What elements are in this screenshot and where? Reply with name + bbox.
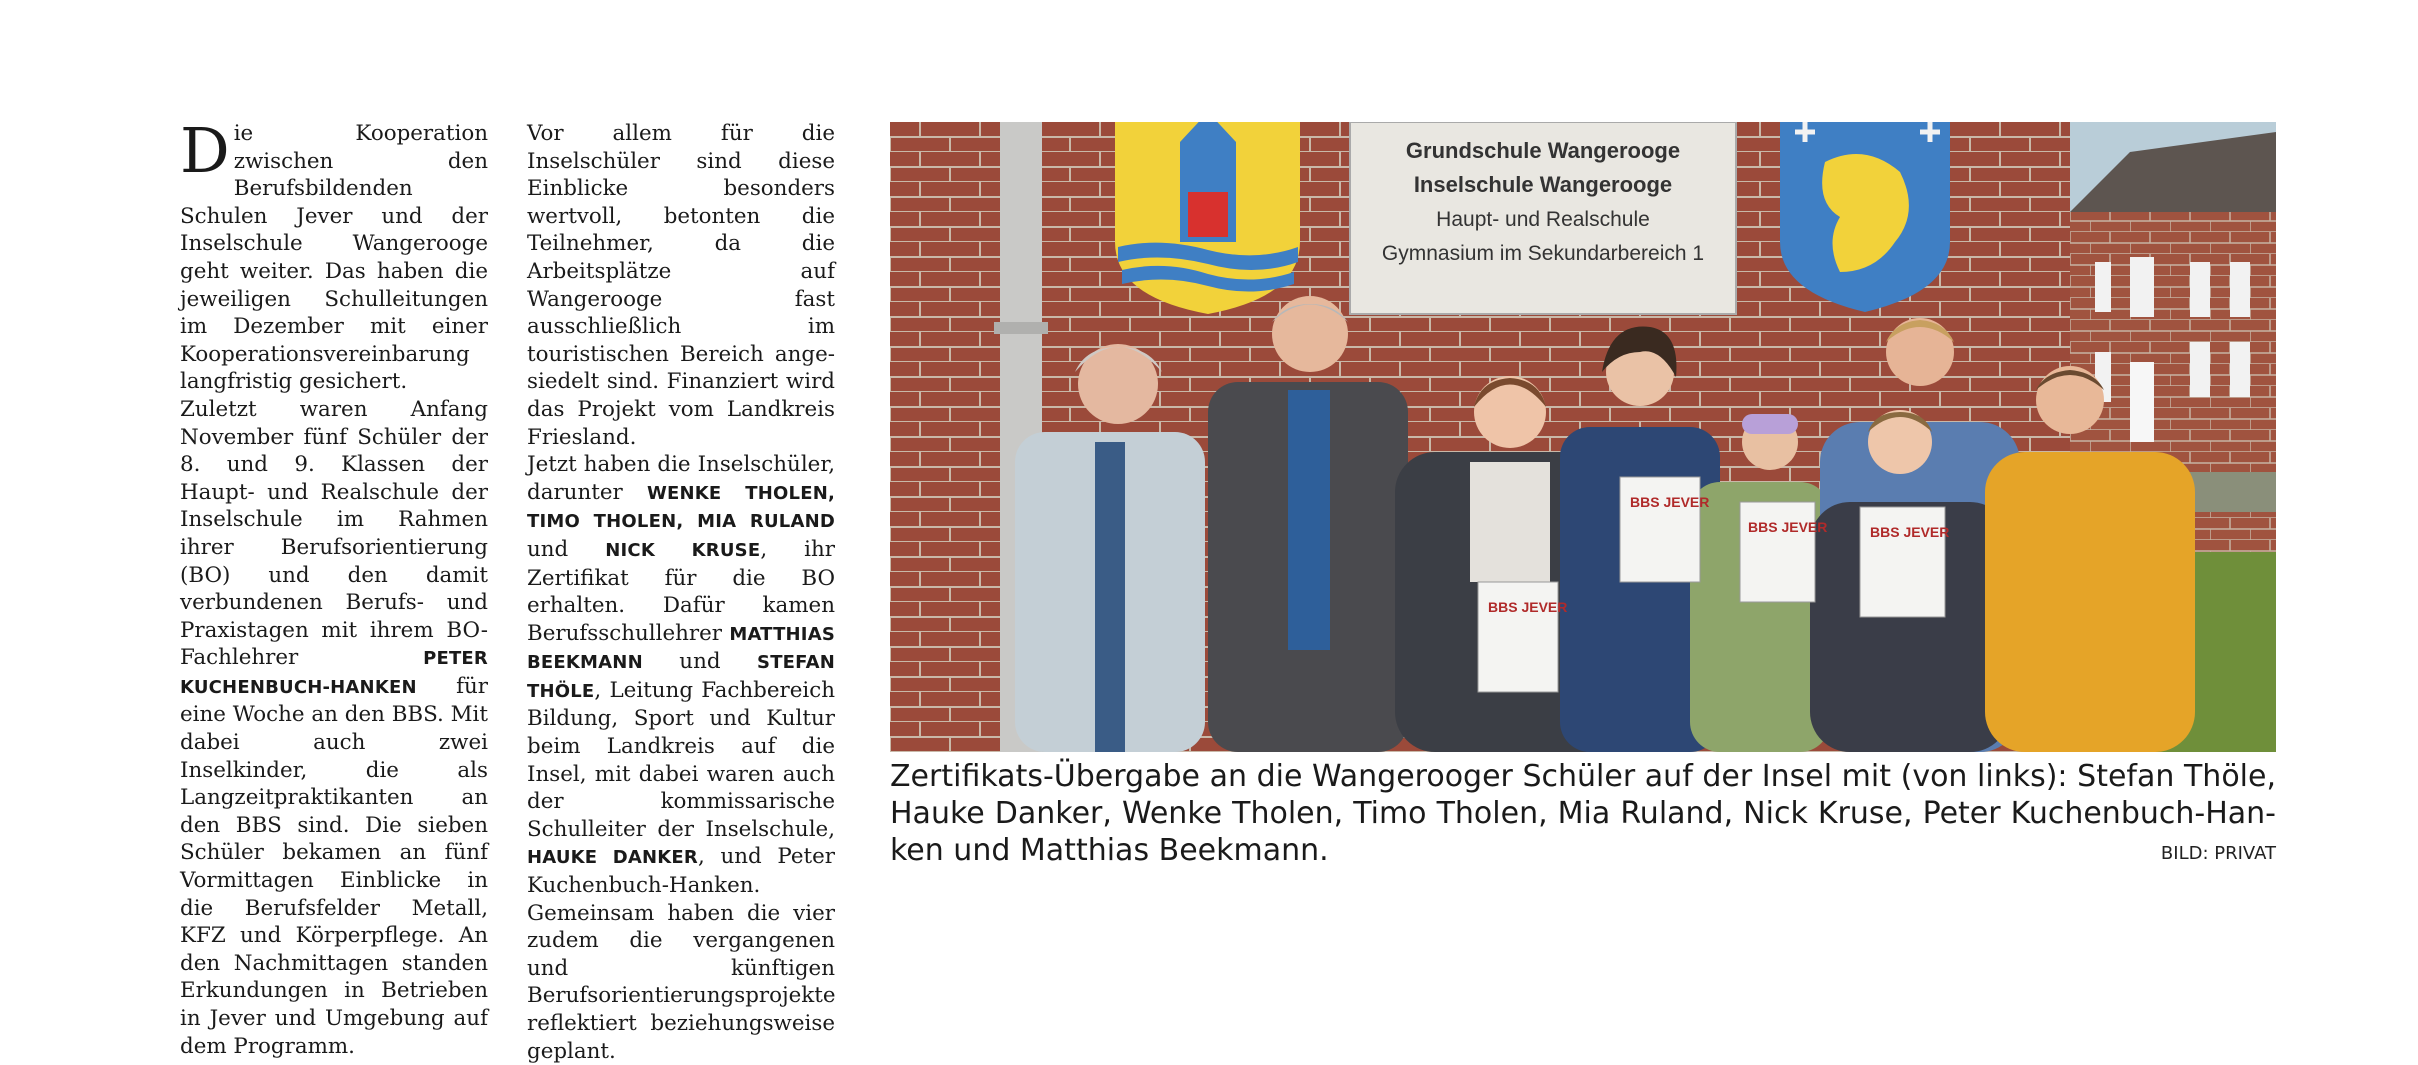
certificate-label: BBS JEVER xyxy=(1630,494,1710,510)
person-name: STEFAN THÖLE xyxy=(527,652,835,702)
article-column-2 xyxy=(527,120,835,1065)
person-name: PETER KUCHENBUCH-HANKEN xyxy=(180,648,488,698)
person-name: HAUKE DANKER xyxy=(527,847,698,869)
sign-line: Grundschule Wangerooge xyxy=(1405,138,1681,163)
photo-caption: Zertifikats-Übergabe an die Wangerooger Schüler auf der Insel mit (von links): Stefan Thöle, Hauke Danker, Wenke Tholen, Timo Tholen, Mia Ruland, Nick Kruse, Peter Kuchenbuch-Hanken und Matthias Beekmann. xyxy=(890,759,2276,868)
text-run: , Leitung Fachbereich Bildung, Sport und Kultur beim Landkreis auf die Insel, mit dabei waren auch der kommissarische Schulleiter der Inselschule, xyxy=(527,677,835,842)
photo-credit: BILD: PRIVAT xyxy=(2160,843,2276,864)
text-run: , und Peter Kuchenbuch-Hanken. Gemeinsam haben die vier zudem die vergangenen und künftigen Berufsorientierungsprojekte reflektiert beziehungsweise geplant. xyxy=(527,844,836,1064)
sign-line: Gymnasium im Sekundarbereich 1 xyxy=(1381,242,1705,265)
text-run: , ihr Zertifikat für die BO erhalten. Dafür kamen Berufsschullehrer xyxy=(527,536,836,646)
person-name: MATTHIAS BEEKMANN xyxy=(527,623,835,674)
article-photo xyxy=(890,122,2276,752)
text-run: und xyxy=(527,536,606,562)
text-run: Zuletzt waren Anfang November fünf Schüler der 8. und 9. Klassen der Haupt- und Realschule der Inselschule im Rahmen ihrer Berufsorientierung (BO) und den damit verbundenen Berufs- und Praxistagen mit ihrem BO-Fachlehrer xyxy=(180,396,488,671)
sign-line: Inselschule Wangerooge xyxy=(1413,172,1673,197)
paragraph-certificate xyxy=(527,451,835,1065)
certificate-label: BBS JEVER xyxy=(1748,519,1828,535)
article-column-1 xyxy=(180,114,488,1060)
paragraph-intro xyxy=(180,114,488,396)
text-run: für eine Woche an den BBS. Mit dabei auch zwei Inselkinder, die als Langzeitpraktikanten an den BBS sind. Die sieben Schüler bekamen an fünf Vormittagen Einblicke in die Berufsfelder Metall, KFZ und Körperpflege. An den Nachmittagen standen Erkundungen in Betrieben in Jever und Umgebung auf dem Programm. xyxy=(180,673,488,1059)
certificate-label: BBS JEVER xyxy=(1488,599,1568,615)
certificate-label: BBS JEVER xyxy=(1870,524,1950,540)
intro-text: ie Kooperation zwischen den Berufsbildenden Schulen Jever und der Inselschule Wangerooge geht weiter. Das haben die jeweiligen Schulleitungen im Dezember mit einer Kooperationsvereinbarung langfristig gesichert. xyxy=(180,121,488,395)
paragraph-november xyxy=(180,396,488,1060)
sign-line: Haupt- und Realschule xyxy=(1436,208,1650,231)
person-name: WENKE THOLEN, TIMO THOLEN, MIA RULAND xyxy=(527,482,835,533)
text-run: und xyxy=(642,649,758,675)
person-name: NICK KRUSE xyxy=(605,539,761,561)
drop-cap: D xyxy=(180,114,230,187)
paragraph-island: Vor allem für die Inselschüler sind diese Einblicke besonders wertvoll, betonten die Teilnehmer, da die Arbeitsplätze auf Wangerooge fast ausschließlich im touristischen Bereich angesiedelt sind. Finanziert wird das Projekt vom Landkreis Friesland. xyxy=(527,121,835,450)
group-photo xyxy=(890,122,2276,752)
text-run: Jetzt haben die Inselschüler, darunter xyxy=(527,452,835,505)
